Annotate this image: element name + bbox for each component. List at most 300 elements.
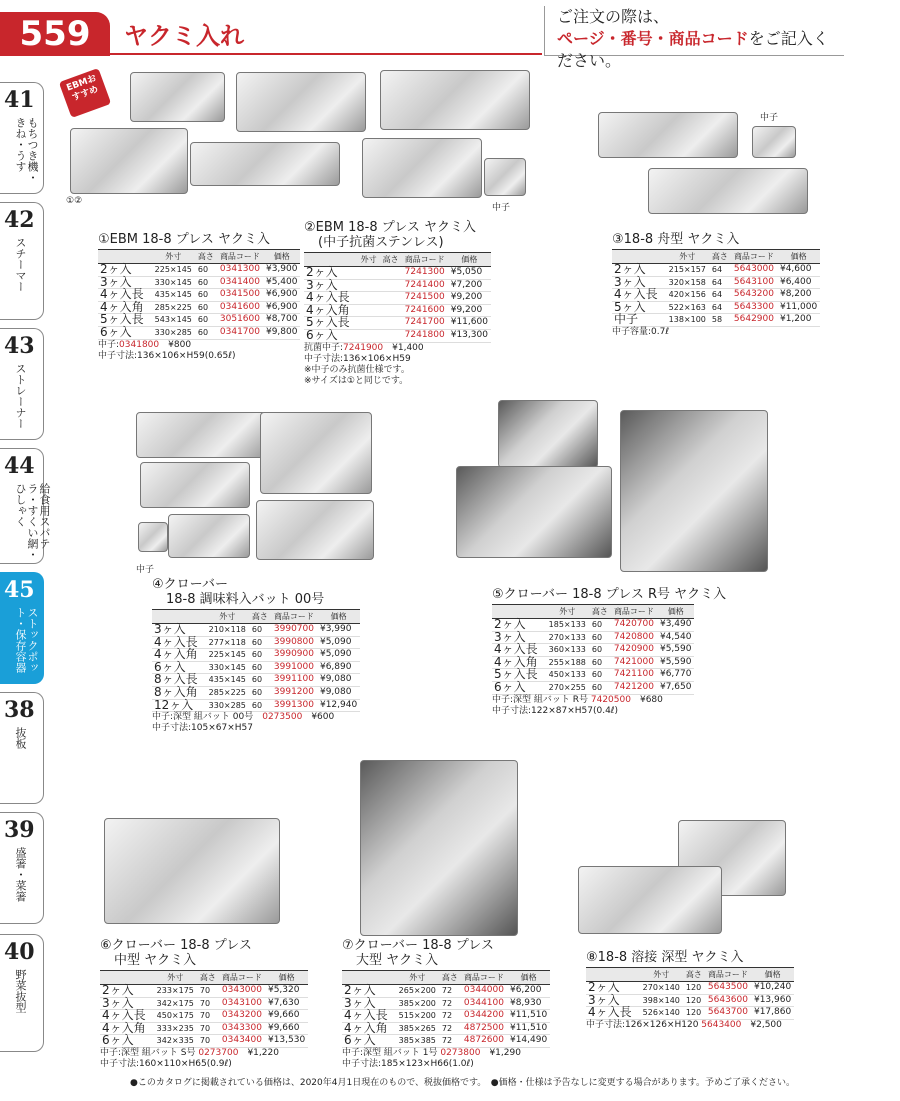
product-code: 7420900: [611, 644, 657, 657]
product-photo-3c: [648, 168, 808, 214]
section-note: [100, 1048, 308, 1059]
size-name: 3ヶ入: [612, 276, 666, 289]
product-photo-2a: [362, 138, 482, 198]
section-6: [100, 938, 308, 1070]
dimensions: 330×285: [152, 326, 195, 339]
col-header-height: 高さ: [249, 610, 271, 624]
price-table: [586, 967, 794, 1020]
sidebar-tab-42[interactable]: [0, 202, 44, 320]
section-note: [98, 340, 300, 351]
height: 60: [589, 681, 611, 694]
note-text: 中子寸法:185×123×H66(1.0ℓ): [342, 1058, 474, 1069]
product-code: 7421000: [611, 656, 657, 669]
page-header: [0, 0, 900, 70]
sidebar-tab-label: 給食用スパテラ・すくい網・ひしゃく: [14, 483, 51, 560]
sidebar-tab-number: 41: [4, 87, 35, 113]
product-photo-1a: [130, 72, 225, 122]
sidebar-tab-39[interactable]: [0, 812, 44, 924]
price: ¥3,490: [657, 619, 695, 632]
size-name: 8ヶ入角: [152, 686, 206, 699]
product-code: 4872500: [461, 1022, 507, 1035]
note-price: ¥1,400: [383, 342, 424, 353]
size-name: 5ヶ入長: [492, 669, 546, 682]
size-name: 4ヶ入角: [98, 301, 152, 314]
price-table: [342, 970, 550, 1048]
height: [380, 329, 402, 342]
size-name: 6ヶ入: [98, 326, 152, 339]
height: 60: [249, 649, 271, 662]
section-note: [152, 723, 360, 734]
table-row: [342, 1035, 550, 1048]
price: ¥6,200: [507, 985, 550, 998]
col-header-code: 商品コード: [731, 250, 777, 264]
size-name: 2ヶ入: [304, 267, 358, 280]
product-photo-3b: [752, 126, 796, 158]
product-code: 7241400: [402, 279, 448, 292]
price: ¥8,200: [777, 289, 820, 302]
section-note: [342, 1048, 550, 1059]
photo-label-12: ①②: [66, 196, 83, 206]
note-price: ¥680: [630, 694, 663, 705]
col-header-code: 商品コード: [461, 971, 507, 985]
section-subtitle: 大型 ヤクミ入: [356, 953, 439, 968]
col-header-dim: 外寸: [358, 253, 380, 267]
ebm-recommend-badge: EBMおすすめ: [59, 68, 111, 118]
height: 72: [439, 1022, 461, 1035]
note-text: 中子寸法:136×106×H59: [304, 353, 411, 364]
note-text: ※サイズは①と同じです。: [304, 375, 409, 386]
price: ¥6,900: [263, 289, 301, 302]
price: ¥9,080: [317, 674, 360, 687]
product-photo-5b: [456, 466, 612, 558]
price: ¥6,900: [263, 301, 301, 314]
table-row: [492, 681, 694, 694]
height: [380, 317, 402, 330]
note-code: 5643400: [701, 1019, 742, 1030]
size-name: 4ヶ入角: [342, 1022, 396, 1035]
dimensions: 333×235: [154, 1022, 197, 1035]
product-photo-3a: [598, 112, 738, 158]
product-code: 5643500: [705, 982, 751, 995]
section-5: [492, 587, 726, 717]
section-title: ⑥クローバー 18-8 プレス: [100, 938, 252, 953]
note-text: 中子寸法:126×126×H120: [586, 1019, 702, 1030]
price-table: [612, 249, 820, 327]
height: 58: [709, 314, 731, 327]
dimensions: 398×140: [640, 994, 683, 1007]
sidebar-tab-label: ストレーナー: [14, 363, 27, 429]
col-header-height: 高さ: [380, 253, 402, 267]
size-name: 4ヶ入長: [304, 292, 358, 305]
price: ¥8,700: [263, 314, 301, 327]
section-title: ⑧18-8 溶接 深型 ヤクミ入: [586, 950, 744, 965]
size-name: 5ヶ入長: [98, 314, 152, 327]
col-header-price: 価格: [265, 971, 308, 985]
price: ¥11,000: [777, 301, 820, 314]
price-table: [304, 252, 491, 343]
sidebar-tab-number: 45: [4, 577, 35, 603]
height: 70: [197, 1010, 219, 1023]
section-title: ④クローバー: [152, 577, 229, 592]
section-4: [152, 577, 360, 734]
product-photo-5a: [498, 400, 598, 468]
section-subtitle: 18-8 調味料入バット 00号: [166, 592, 325, 607]
price: ¥9,800: [263, 326, 301, 339]
col-header-dim: 外寸: [206, 610, 249, 624]
price: ¥12,940: [317, 699, 360, 712]
dimensions: 285×225: [206, 686, 249, 699]
col-header-price: 価格: [777, 250, 820, 264]
size-name: 中子: [612, 314, 666, 327]
product-code: 3991100: [271, 674, 317, 687]
product-code: 7421100: [611, 669, 657, 682]
section-subtitle: (中子抗菌ステンレス): [318, 235, 444, 250]
product-code: 0343100: [219, 997, 265, 1010]
section-title: ⑦クローバー 18-8 プレス: [342, 938, 494, 953]
note-code: 7420500: [590, 694, 631, 705]
sidebar-tab-number: 38: [4, 697, 35, 723]
table-row: [100, 1035, 308, 1048]
size-name: 5ヶ入長: [304, 317, 358, 330]
size-name: 4ヶ入長: [342, 1010, 396, 1023]
section-note: [98, 351, 300, 362]
price: ¥14,490: [507, 1035, 550, 1048]
price: ¥7,630: [265, 997, 308, 1010]
height: 60: [249, 636, 271, 649]
note-price: ¥800: [159, 339, 192, 350]
price-table: [100, 970, 308, 1048]
col-header-price: 価格: [317, 610, 360, 624]
sidebar-tab-label: ストックポット・保存容器: [14, 607, 39, 673]
price: ¥6,770: [657, 669, 695, 682]
sidebar-tab-40[interactable]: [0, 934, 44, 1052]
dimensions: 420×156: [666, 289, 709, 302]
dimensions: 225×145: [152, 264, 195, 277]
dimensions: 450×133: [546, 669, 589, 682]
section-subtitle: 中型 ヤクミ入: [114, 953, 197, 968]
dimensions: 385×265: [396, 1022, 439, 1035]
dimensions: 185×133: [546, 619, 589, 632]
product-code: 0341400: [217, 276, 263, 289]
price-table: [492, 604, 694, 695]
price: ¥11,510: [507, 1010, 550, 1023]
height: 72: [439, 985, 461, 998]
price: ¥3,900: [263, 264, 301, 277]
photo-label-nakago-3: 中子: [760, 113, 779, 123]
note-text: 中子寸法:136×106×H59(0.65ℓ): [98, 350, 236, 361]
price: ¥10,240: [751, 982, 794, 995]
product-code: 3990700: [271, 624, 317, 637]
size-name: 4ヶ入角: [100, 1022, 154, 1035]
size-name: 3ヶ入: [304, 279, 358, 292]
price: ¥3,990: [317, 624, 360, 637]
height: [380, 304, 402, 317]
dimensions: 330×145: [206, 661, 249, 674]
note-text: 中子寸法:105×67×H57: [152, 723, 253, 734]
dimensions: [358, 292, 380, 305]
product-code: 0343400: [219, 1035, 265, 1048]
product-code: 7241500: [402, 292, 448, 305]
sidebar-tab-label: もちつき機・きね・うす: [14, 117, 39, 183]
photo-label-nakago-4: 中子: [136, 565, 155, 575]
col-header-code: 商品コード: [402, 253, 448, 267]
size-name: 5ヶ入: [612, 301, 666, 314]
size-name: 6ヶ入: [152, 661, 206, 674]
price: ¥11,600: [448, 317, 491, 330]
size-name: 6ヶ入: [342, 1035, 396, 1048]
height: 72: [439, 1035, 461, 1048]
size-name: 12ヶ入: [152, 699, 206, 712]
height: [380, 267, 402, 280]
price-table: [152, 609, 360, 712]
sidebar-tab-38[interactable]: [0, 692, 44, 804]
size-name: 4ヶ入長: [152, 636, 206, 649]
note-text: 中子:深型 組バット 1号: [342, 1047, 441, 1058]
section-title: ②EBM 18-8 プレス ヤクミ入: [304, 220, 476, 235]
height: 60: [589, 619, 611, 632]
sidebar-tab-44[interactable]: [0, 448, 51, 564]
price: ¥1,200: [777, 314, 820, 327]
table-row: [304, 329, 491, 342]
size-name: 3ヶ入: [586, 994, 640, 1007]
dimensions: 270×140: [640, 982, 683, 995]
section-note: [586, 1020, 794, 1031]
product-code: 5643300: [731, 301, 777, 314]
section-note: [100, 1059, 308, 1070]
size-name: 4ヶ入長: [586, 1007, 640, 1020]
dimensions: 265×200: [396, 985, 439, 998]
page-number: 559: [0, 12, 110, 56]
table-row: [612, 314, 820, 327]
height: 64: [709, 276, 731, 289]
section-title: ⑤クローバー 18-8 プレス R号 ヤクミ入: [492, 587, 727, 602]
dimensions: 225×145: [206, 649, 249, 662]
section-note: [342, 1059, 550, 1070]
product-code: 0341500: [217, 289, 263, 302]
col-header-code: 商品コード: [271, 610, 317, 624]
height: 120: [683, 1007, 705, 1020]
product-code: 7241600: [402, 304, 448, 317]
dimensions: 215×157: [666, 264, 709, 277]
section-1: [98, 232, 300, 362]
product-code: 5643200: [731, 289, 777, 302]
height: 70: [197, 997, 219, 1010]
note-text: 中子:深型 組バット 00号: [152, 712, 263, 723]
product-code: 0343000: [219, 985, 265, 998]
dimensions: 543×145: [152, 314, 195, 327]
size-name: 2ヶ入: [492, 619, 546, 632]
order-note-line1: ご注文の際は、: [557, 7, 670, 26]
height: 60: [249, 674, 271, 687]
note-text: ※中子のみ抗菌仕様です。: [304, 364, 410, 375]
note-price: ¥1,220: [238, 1047, 279, 1058]
height: 60: [589, 631, 611, 644]
sidebar-tab-number: 44: [4, 453, 35, 479]
dimensions: [358, 279, 380, 292]
price: ¥5,590: [657, 656, 695, 669]
height: 60: [249, 624, 271, 637]
sidebar-tab-label: 抜板: [14, 727, 27, 749]
product-code: 5643600: [705, 994, 751, 1007]
price: ¥6,400: [777, 276, 820, 289]
section-title: ①EBM 18-8 プレス ヤクミ入: [98, 232, 270, 247]
height: [380, 292, 402, 305]
height: 60: [195, 264, 217, 277]
height: 60: [249, 699, 271, 712]
price: ¥5,400: [263, 276, 301, 289]
note-code: 0273500: [262, 712, 303, 723]
section-7: [342, 938, 550, 1070]
col-header-code: 商品コード: [611, 605, 657, 619]
product-code: 0344100: [461, 997, 507, 1010]
price: ¥13,960: [751, 994, 794, 1007]
col-header-dim: 外寸: [152, 250, 195, 264]
product-code: 7421200: [611, 681, 657, 694]
col-header-height: 高さ: [709, 250, 731, 264]
size-name: 6ヶ入: [304, 329, 358, 342]
note-code: 0341800: [119, 339, 160, 350]
note-code: 7241900: [343, 342, 384, 353]
product-code: 3051600: [217, 314, 263, 327]
section-2: [304, 220, 491, 387]
size-name: 3ヶ入: [152, 624, 206, 637]
col-header-height: 高さ: [683, 968, 705, 982]
col-header-code: 商品コード: [217, 250, 263, 264]
size-name: 6ヶ入: [492, 681, 546, 694]
product-photo-4a: [136, 412, 266, 458]
size-name: 3ヶ入: [100, 997, 154, 1010]
size-name: 3ヶ入: [98, 276, 152, 289]
col-header-price: 価格: [507, 971, 550, 985]
price: ¥5,590: [657, 644, 695, 657]
sidebar-tab-45[interactable]: [0, 572, 44, 684]
product-code: 3991000: [271, 661, 317, 674]
product-code: 0343200: [219, 1010, 265, 1023]
col-header-code: 商品コード: [219, 971, 265, 985]
dimensions: 320×158: [666, 276, 709, 289]
price: ¥5,090: [317, 636, 360, 649]
size-name: 4ヶ入長: [100, 1010, 154, 1023]
price: ¥7,650: [657, 681, 695, 694]
dimensions: 270×255: [546, 681, 589, 694]
col-header-price: 価格: [263, 250, 301, 264]
col-header-code: 商品コード: [705, 968, 751, 982]
dimensions: 210×118: [206, 624, 249, 637]
section-note: [304, 354, 491, 365]
price: ¥9,080: [317, 686, 360, 699]
price: ¥8,930: [507, 997, 550, 1010]
product-photo-1d: [70, 128, 188, 194]
sidebar-tab-number: 40: [4, 939, 35, 965]
dimensions: 138×100: [666, 314, 709, 327]
col-header-height: 高さ: [195, 250, 217, 264]
size-name: 3ヶ入: [342, 997, 396, 1010]
note-text: 中子寸法:160×110×H65(0.9ℓ): [100, 1058, 232, 1069]
product-photo-2b: [484, 158, 526, 196]
product-code: 5643000: [731, 264, 777, 277]
dimensions: 435×145: [152, 289, 195, 302]
price: ¥17,860: [751, 1007, 794, 1020]
height: 64: [709, 289, 731, 302]
dimensions: 330×285: [206, 699, 249, 712]
sidebar-tab-43[interactable]: [0, 328, 44, 440]
product-code: 7241700: [402, 317, 448, 330]
dimensions: [358, 329, 380, 342]
section-3: [612, 232, 820, 338]
size-name: 4ヶ入角: [492, 656, 546, 669]
sidebar-tab-label: 盛箸・菜箸: [14, 847, 27, 902]
product-code: 7420700: [611, 619, 657, 632]
dimensions: 330×145: [152, 276, 195, 289]
product-photo-1c: [380, 70, 530, 130]
sidebar-tab-number: 42: [4, 207, 35, 233]
product-code: 5642900: [731, 314, 777, 327]
page-title: ヤクミ入れ: [124, 22, 244, 50]
product-code: 0344000: [461, 985, 507, 998]
price: ¥5,320: [265, 985, 308, 998]
col-header-dim: 外寸: [396, 971, 439, 985]
product-code: 0341300: [217, 264, 263, 277]
product-code: 3991200: [271, 686, 317, 699]
col-header-height: 高さ: [439, 971, 461, 985]
product-photo-6: [104, 818, 280, 924]
height: 60: [249, 661, 271, 674]
price: ¥5,050: [448, 267, 491, 280]
product-code: 3990900: [271, 649, 317, 662]
size-name: 2ヶ入: [100, 985, 154, 998]
height: 64: [709, 264, 731, 277]
table-row: [612, 301, 820, 314]
header-rule: [110, 53, 542, 55]
dimensions: 385×200: [396, 997, 439, 1010]
price: ¥13,530: [265, 1035, 308, 1048]
size-name: 6ヶ入: [100, 1035, 154, 1048]
height: 60: [195, 314, 217, 327]
sidebar-tab-41[interactable]: [0, 82, 44, 194]
dimensions: 360×133: [546, 644, 589, 657]
section-note: [304, 343, 491, 354]
height: 60: [195, 326, 217, 339]
dimensions: 342×175: [154, 997, 197, 1010]
height: 70: [197, 985, 219, 998]
height: 60: [589, 669, 611, 682]
product-code: 4872600: [461, 1035, 507, 1048]
order-note-rest: をご記入ください。: [557, 29, 829, 70]
height: [380, 279, 402, 292]
col-header-dim: 外寸: [666, 250, 709, 264]
col-header-price: 価格: [751, 968, 794, 982]
price: ¥9,200: [448, 292, 491, 305]
dimensions: 515×200: [396, 1010, 439, 1023]
price: ¥9,660: [265, 1022, 308, 1035]
table-row: [586, 1007, 794, 1020]
price: ¥9,660: [265, 1010, 308, 1023]
dimensions: [358, 304, 380, 317]
dimensions: 450×175: [154, 1010, 197, 1023]
photo-label-nakago-2: 中子: [492, 203, 511, 213]
price: ¥11,510: [507, 1022, 550, 1035]
section-8: [586, 950, 794, 1031]
dimensions: 526×140: [640, 1007, 683, 1020]
dimensions: 285×225: [152, 301, 195, 314]
sidebar-tab-number: 39: [4, 817, 35, 843]
section-note: [612, 327, 820, 338]
size-name: 4ヶ入長: [98, 289, 152, 302]
note-code: 0273800: [440, 1047, 481, 1058]
note-text: 中子容量:0.7ℓ: [612, 326, 670, 337]
section-note: [492, 695, 726, 706]
dimensions: 385×385: [396, 1035, 439, 1048]
